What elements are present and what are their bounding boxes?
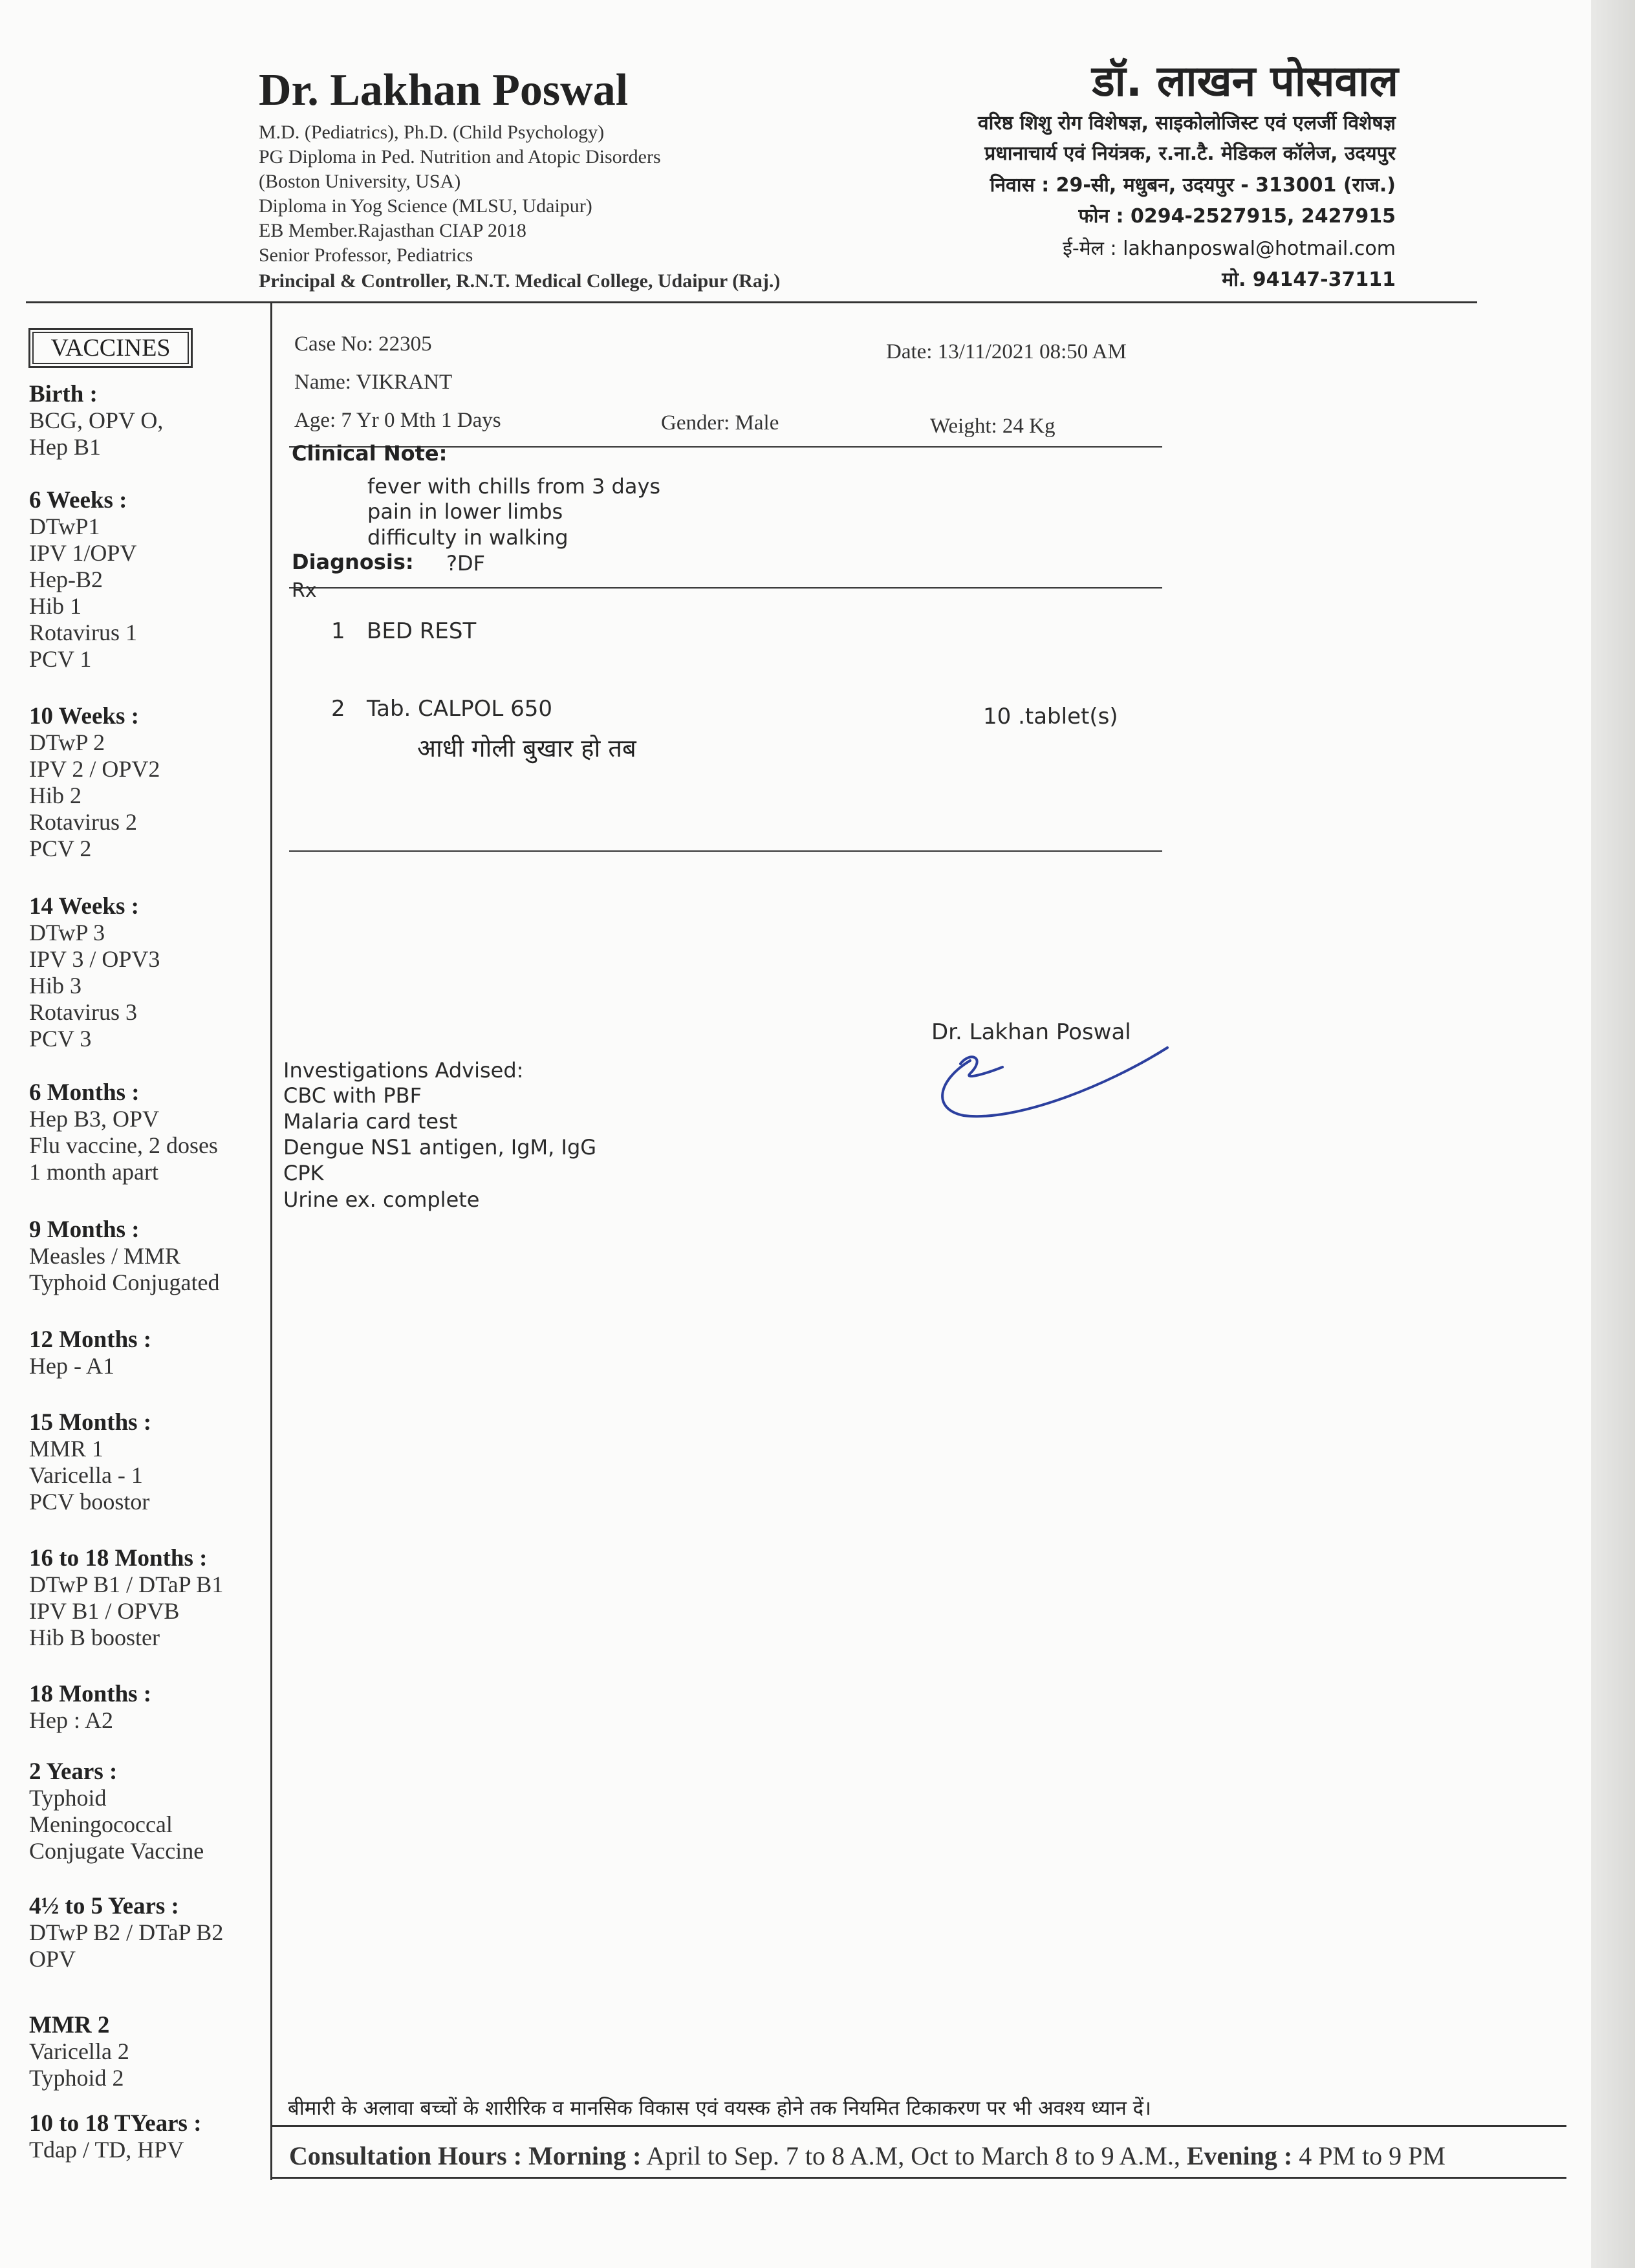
investigation-item: Malaria card test: [283, 1109, 458, 1134]
vaccine-item: Meningococcal: [29, 1811, 173, 1837]
vaccine-item: Hib 1: [29, 593, 81, 619]
vaccine-item: Rotavirus 2: [29, 809, 137, 835]
clinical-note-line: fever with chills from 3 days: [367, 474, 661, 499]
vaccine-item: Hib 3: [29, 973, 81, 999]
vaccine-group-heading: 6 Weeks :: [29, 487, 127, 513]
vaccine-item: PCV 2: [29, 836, 92, 861]
rx-label: Rx: [292, 579, 317, 602]
investigation-item: CBC with PBF: [283, 1083, 422, 1108]
doctor-name-hindi: डॉ. लाखन पोसवाल: [1092, 56, 1398, 106]
vaccine-item: Hep B1: [29, 434, 101, 460]
vaccine-item: Typhoid: [29, 1785, 107, 1811]
vaccine-item: Tdap / TD, HPV: [29, 2137, 184, 2163]
vaccine-item: DTwP 2: [29, 729, 105, 755]
doctor-name: Dr. Lakhan Poswal: [259, 65, 629, 115]
hindi-header-line: प्रधानाचार्य एवं नियंत्रक, र.ना.टै. मेडिकल कॉलेज, उदयपुर: [984, 142, 1396, 165]
vaccine-group-heading: 10 to 18 TYears :: [29, 2110, 202, 2137]
evening-hours: 4 PM to 9 PM: [1299, 2141, 1446, 2170]
vaccine-group-heading: MMR 2: [29, 2012, 110, 2038]
phone-line: फोन : 0294-2527915, 2427915: [1078, 205, 1396, 228]
morning-hours: April to Sep. 7 to 8 A.M, Oct to March 8 to 9 A.M.,: [646, 2141, 1180, 2170]
investigation-item: Urine ex. complete: [283, 1187, 480, 1212]
vaccine-item: Varicella 2: [29, 2038, 129, 2064]
vaccines-title-box: VACCINES: [28, 328, 193, 368]
vaccine-group-heading: 9 Months :: [29, 1216, 140, 1243]
diagnosis-label: Diagnosis:: [292, 550, 414, 574]
investigations-label: Investigations Advised:: [283, 1058, 524, 1083]
investigation-item: Dengue NS1 antigen, IgM, IgG: [283, 1135, 597, 1160]
vaccine-item: Typhoid 2: [29, 2065, 124, 2091]
footer-divider-bottom: [270, 2177, 1566, 2179]
rx-item-number: 2: [331, 696, 345, 722]
scan-edge-shadow: [1591, 0, 1635, 2268]
rx-item-text: Tab. CALPOL 650: [367, 696, 553, 722]
hindi-header-line: वरिष्ठ शिशु रोग विशेषज्ञ, साइकोलोजिस्ट एवं एलर्जी विशेषज्ञ: [978, 112, 1396, 135]
principal-line: Principal & Controller, R.N.T. Medical College, Udaipur (Raj.): [259, 270, 781, 292]
vaccine-item: Varicella - 1: [29, 1462, 143, 1488]
vaccine-item: Hib B booster: [29, 1625, 160, 1650]
vaccine-group-heading: Birth :: [29, 381, 98, 407]
qualification-line: EB Member.Rajasthan CIAP 2018: [259, 220, 526, 241]
vaccine-item: Rotavirus 1: [29, 620, 137, 645]
vaccine-column-divider: [270, 301, 272, 2180]
vaccine-item: IPV 3 / OPV3: [29, 946, 160, 972]
vaccine-item: Rotavirus 3: [29, 999, 137, 1025]
footer-hindi-note: बीमारी के अलावा बच्चों के शारीरिक व मानसिक विकास एवं वयस्क होने तक नियमित टिकाकरण पर भी अवश्य ध्यान दें।: [288, 2097, 1151, 2120]
consult-label: Consultation Hours :: [289, 2141, 523, 2170]
rx-item-quantity: 10 .tablet(s): [983, 704, 1118, 729]
address-line: निवास : 29-सी, मधुबन, उदयपुर - 313001 (राज.): [990, 174, 1396, 197]
vaccine-item: IPV B1 / OPVB: [29, 1598, 180, 1624]
vaccine-item: PCV 3: [29, 1026, 92, 1052]
qualification-line: (Boston University, USA): [259, 171, 461, 192]
clinical-note-line: difficulty in walking: [367, 525, 568, 550]
patient-name: Name: VIKRANT: [294, 371, 453, 394]
rx-item-number: 1: [331, 618, 345, 644]
rx-item-text: BED REST: [367, 618, 477, 644]
vaccine-group-heading: 15 Months :: [29, 1409, 152, 1436]
vaccine-item: MMR 1: [29, 1436, 104, 1462]
vaccine-item: Hep B3, OPV: [29, 1106, 160, 1132]
qualification-line: Senior Professor, Pediatrics: [259, 244, 473, 266]
vaccine-item: Hib 2: [29, 783, 81, 808]
diagnosis-value: ?DF: [446, 551, 486, 576]
vaccine-item: Hep - A1: [29, 1353, 114, 1379]
qualification-line: M.D. (Pediatrics), Ph.D. (Child Psychology): [259, 122, 605, 143]
consultation-hours: [289, 2141, 1446, 2171]
vaccine-item: Hep : A2: [29, 1707, 113, 1733]
investigation-item: CPK: [283, 1161, 324, 1185]
vaccine-item: Typhoid Conjugated: [29, 1269, 220, 1295]
vaccine-item: Measles / MMR: [29, 1243, 180, 1269]
clinical-note-label: Clinical Note:: [292, 441, 448, 466]
qualification-line: Diploma in Yog Science (MLSU, Udaipur): [259, 195, 592, 217]
vaccine-item: Hep-B2: [29, 567, 103, 592]
patient-age: Age: 7 Yr 0 Mth 1 Days: [294, 409, 501, 432]
vaccine-item: Conjugate Vaccine: [29, 1838, 204, 1864]
vaccine-item: IPV 1/OPV: [29, 540, 137, 566]
patient-gender: Gender: Male: [661, 411, 779, 435]
vaccine-item: OPV: [29, 1946, 76, 1972]
vaccine-item: PCV 1: [29, 646, 92, 672]
vaccine-item: DTwP B2 / DTaP B2: [29, 1919, 224, 1945]
visit-date: Date: 13/11/2021 08:50 AM: [886, 340, 1127, 363]
vaccine-group-heading: 4½ to 5 Years :: [29, 1893, 179, 1919]
vaccine-item: DTwP 3: [29, 920, 105, 945]
signature-name: Dr. Lakhan Poswal: [931, 1019, 1131, 1045]
vaccine-group-heading: 18 Months :: [29, 1681, 152, 1707]
rx-end-divider: [289, 850, 1162, 852]
morning-label: Morning :: [528, 2141, 642, 2170]
case-number: Case No: 22305: [294, 332, 432, 356]
vaccine-group-heading: 10 Weeks :: [29, 703, 139, 729]
vaccine-item: PCV boostor: [29, 1489, 150, 1515]
vaccine-group-heading: 6 Months :: [29, 1079, 140, 1106]
clinical-note-line: pain in lower limbs: [367, 499, 563, 524]
footer-divider-top: [270, 2125, 1566, 2127]
vaccine-item: BCG, OPV O,: [29, 407, 164, 433]
signature-scribble: [925, 1035, 1177, 1132]
vaccine-item: IPV 2 / OPV2: [29, 756, 160, 782]
qualification-line: PG Diploma in Ped. Nutrition and Atopic Disorders: [259, 146, 661, 167]
vaccine-item: 1 month apart: [29, 1159, 158, 1185]
email-line: ई-मेल : lakhanposwal@hotmail.com: [1063, 237, 1396, 260]
vaccine-item: Flu vaccine, 2 doses: [29, 1132, 218, 1158]
vaccine-group-heading: 14 Weeks :: [29, 893, 139, 920]
rx-item-instruction: आधी गोली बुखार हो तब: [417, 734, 636, 762]
patient-weight: Weight: 24 Kg: [930, 415, 1056, 438]
vaccine-group-heading: 16 to 18 Months :: [29, 1545, 208, 1571]
evening-label: Evening :: [1186, 2141, 1293, 2170]
diagnosis-divider: [289, 587, 1162, 589]
vaccine-item: DTwP1: [29, 513, 100, 539]
vaccine-group-heading: 12 Months :: [29, 1326, 152, 1353]
vaccine-group-heading: 2 Years :: [29, 1758, 118, 1785]
header-divider: [26, 301, 1477, 303]
vaccine-item: DTwP B1 / DTaP B1: [29, 1571, 224, 1597]
mobile-line: मो. 94147-37111: [1222, 268, 1396, 291]
